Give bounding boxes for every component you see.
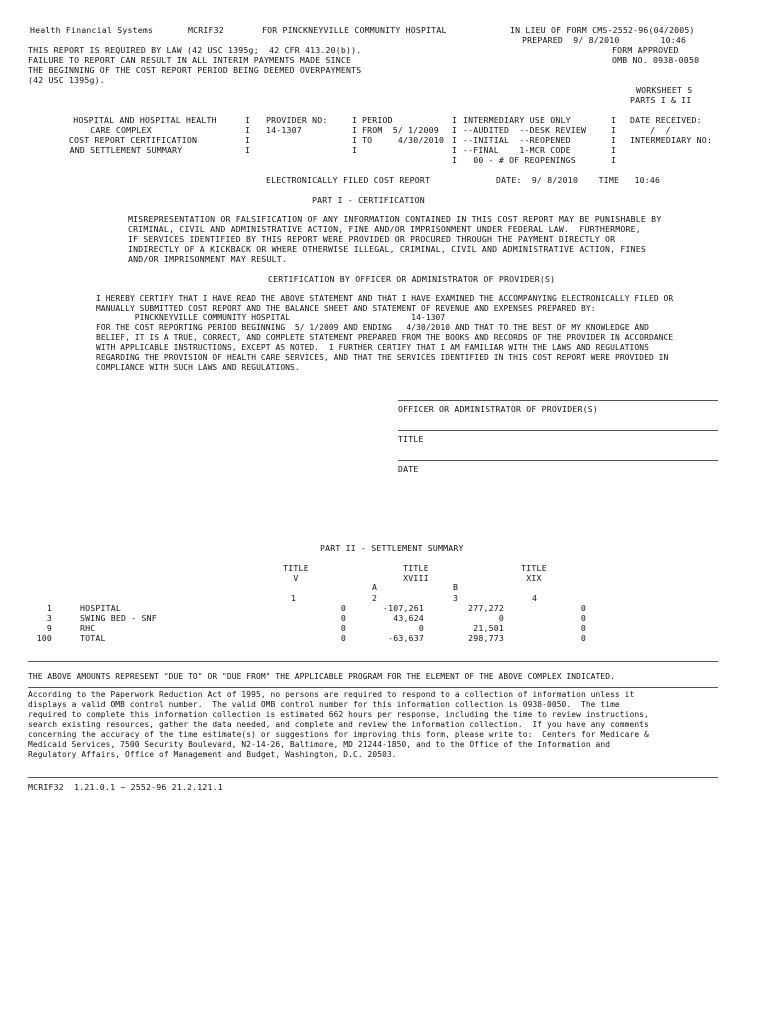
separator: I bbox=[611, 125, 617, 135]
paperwork-line: Medicaid Services, 7500 Security Boulevard, N2-14-26, Baltimore, MD 21244-1850, and to the Office of the Information and bbox=[28, 740, 611, 749]
cert-heading: CERTIFICATION BY OFFICER OR ADMINISTRATOR OF PROVIDER(S) bbox=[268, 274, 556, 284]
in-lieu-of-form: IN LIEU OF FORM CMS-2552-96(04/2005) bbox=[510, 25, 695, 35]
due-to-note: THE ABOVE AMOUNTS REPRESENT "DUE TO" OR "DUE FROM" THE APPLICABLE PROGRAM FOR THE ELEMENT OF THE ABOVE COMPLEX INDICATED. bbox=[28, 672, 615, 681]
intermediary-use-line: --INITIAL --REOPENED bbox=[463, 135, 571, 145]
parts-label: PARTS I & II bbox=[630, 95, 692, 105]
separator: I bbox=[352, 145, 358, 155]
col-b: B bbox=[453, 582, 459, 592]
cert-line: MANUALLY SUBMITTED COST REPORT AND THE BALANCE SHEET AND STATEMENT OF REVENUE AND EXPENSES PREPARED BY: bbox=[96, 304, 596, 313]
paperwork-line: According to the Paperwork Reduction Act of 1995, no persons are required to respond to a collection of information unless it bbox=[28, 690, 635, 699]
report-type-line: HOSPITAL AND HOSPITAL HEALTH bbox=[73, 115, 217, 125]
form-approved: FORM APPROVED bbox=[612, 45, 679, 55]
cell-title-xviii-b: 298,773 bbox=[468, 633, 504, 643]
law-line: THE BEGINNING OF THE COST REPORT PERIOD BEING DEEMED OVERPAYMENTS bbox=[28, 65, 362, 75]
law-line: (42 USC 1395g). bbox=[28, 75, 105, 85]
report-type-line: CARE COMPLEX bbox=[90, 125, 152, 135]
separator: I bbox=[611, 145, 617, 155]
signature-line bbox=[398, 400, 718, 401]
cert-line: COMPLIANCE WITH SUCH LAWS AND REGULATIONS. bbox=[96, 363, 300, 372]
software-name: Health Financial Systems bbox=[30, 25, 154, 35]
intermediary-use-line: 00 - # OF REOPENINGS bbox=[463, 155, 576, 165]
separator: I bbox=[452, 145, 458, 155]
col-title-xviii-roman: XVIII bbox=[403, 573, 429, 583]
col-title-v: TITLE bbox=[283, 563, 309, 573]
period-label: PERIOD bbox=[362, 115, 393, 125]
cell-title-xviii-a: 43,624 bbox=[393, 613, 424, 623]
provider-no-value: 14-1307 bbox=[266, 125, 302, 135]
cell-title-xviii-a: 0 bbox=[418, 623, 424, 633]
cell-title-xix: 0 bbox=[580, 633, 586, 643]
period-to: TO 4/30/2010 bbox=[362, 135, 445, 145]
cell-title-v: 0 bbox=[340, 603, 346, 613]
separator: I bbox=[452, 125, 458, 135]
cert-line: PINCKNEYVILLE COMMUNITY HOSPITAL 14-1307 bbox=[96, 313, 446, 322]
date-received-value: / / bbox=[640, 125, 671, 135]
form-id: MCRIF32 bbox=[188, 25, 224, 35]
paperwork-line: displays a valid OMB control number. The valid OMB control number for this information collection is 0938-0050. The time bbox=[28, 700, 620, 709]
cell-title-xviii-b: 21,501 bbox=[473, 623, 504, 633]
warning-line: MISREPRESENTATION OR FALSIFICATION OF ANY INFORMATION CONTAINED IN THIS COST REPORT MAY BE PUNISHABLE BY bbox=[128, 214, 662, 224]
col-a: A bbox=[372, 582, 378, 592]
row-label: RHC bbox=[80, 623, 96, 633]
cell-title-xix: 0 bbox=[580, 603, 586, 613]
report-type-line: AND SETTLEMENT SUMMARY bbox=[69, 145, 183, 155]
prepared-date: PREPARED 9/ 8/2010 10:46 bbox=[522, 35, 687, 45]
cell-title-xix: 0 bbox=[580, 613, 586, 623]
row-line-number: 100 bbox=[36, 633, 52, 643]
separator: I bbox=[611, 135, 617, 145]
separator: I bbox=[352, 135, 358, 145]
separator: I bbox=[245, 135, 251, 145]
col-num-4: 4 bbox=[532, 593, 538, 603]
separator: I bbox=[611, 115, 617, 125]
paperwork-line: required to complete this information collection is estimated 662 hours per response, including the time to review instructions, bbox=[28, 710, 649, 719]
omb-number: OMB NO. 0938-0050 bbox=[612, 55, 700, 65]
col-num-2: 2 bbox=[372, 593, 378, 603]
period-from: FROM 5/ 1/2009 bbox=[362, 125, 439, 135]
cell-title-xviii-b: 277,272 bbox=[468, 603, 504, 613]
separator: I bbox=[245, 125, 251, 135]
col-title-xix-roman: XIX bbox=[526, 573, 542, 583]
part1-heading: PART I - CERTIFICATION bbox=[312, 195, 425, 205]
provider-no-label: PROVIDER NO: bbox=[266, 115, 328, 125]
divider bbox=[28, 777, 718, 778]
hospital-name: FOR PINCKNEYVILLE COMMUNITY HOSPITAL bbox=[262, 25, 447, 35]
row-line-number: 1 bbox=[46, 603, 52, 613]
warning-line: AND/OR IMPRISONMENT MAY RESULT. bbox=[128, 254, 288, 264]
cell-title-v: 0 bbox=[340, 633, 346, 643]
divider bbox=[28, 661, 718, 662]
separator: I bbox=[245, 115, 251, 125]
cert-line: FOR THE COST REPORTING PERIOD BEGINNING 5/ 1/2009 AND ENDING 4/30/2010 AND THAT TO THE BEST OF MY KNOWLEDGE AND bbox=[96, 323, 649, 332]
cell-title-xviii-a: -107,261 bbox=[382, 603, 424, 613]
row-label: HOSPITAL bbox=[80, 603, 122, 613]
law-line: THIS REPORT IS REQUIRED BY LAW (42 USC 1395g; 42 CFR 413.20(b)). bbox=[28, 45, 362, 55]
separator: I bbox=[611, 155, 617, 165]
date-received-label: DATE RECEIVED: bbox=[630, 115, 702, 125]
separator: I bbox=[245, 145, 251, 155]
cert-line: REGARDING THE PROVISION OF HEALTH CARE SERVICES, AND THAT THE SERVICES IDENTIFIED IN THIS COST REPORT WERE PROVIDED IN bbox=[96, 353, 669, 362]
intermediary-use-label: INTERMEDIARY USE ONLY bbox=[463, 115, 571, 125]
separator: I bbox=[452, 115, 458, 125]
paperwork-line: search existing resources, gather the data needed, and complete and review the information collection. If you have any comments bbox=[28, 720, 649, 729]
intermediary-no-label: INTERMEDIARY NO: bbox=[630, 135, 713, 145]
cert-line: BELIEF, IT IS A TRUE, CORRECT, AND COMPLETE STATEMENT PREPARED FROM THE BOOKS AND RECORDS OF THE PROVIDER IN ACCORDANCE bbox=[96, 333, 674, 342]
sig-officer-label: OFFICER OR ADMINISTRATOR OF PROVIDER(S) bbox=[398, 404, 599, 414]
law-line: FAILURE TO REPORT CAN RESULT IN ALL INTERIM PAYMENTS MADE SINCE bbox=[28, 55, 352, 65]
sig-date-label: DATE bbox=[398, 464, 419, 474]
date-line bbox=[398, 460, 718, 461]
cert-line: I HEREBY CERTIFY THAT I HAVE READ THE ABOVE STATEMENT AND THAT I HAVE EXAMINED THE ACCOMPANYING ELECTRONICALLY FILED OR bbox=[96, 294, 674, 303]
cell-title-xviii-a: -63,637 bbox=[388, 633, 424, 643]
intermediary-use-line: --AUDITED --DESK REVIEW bbox=[463, 125, 587, 135]
worksheet-label: WORKSHEET S bbox=[636, 85, 693, 95]
cell-title-v: 0 bbox=[340, 613, 346, 623]
part2-heading: PART II - SETTLEMENT SUMMARY bbox=[320, 543, 464, 553]
separator: I bbox=[452, 135, 458, 145]
paperwork-line: Regulatory Affairs, Office of Management and Budget, Washington, D.C. 20503. bbox=[28, 750, 397, 759]
col-num-1: 1 bbox=[291, 593, 297, 603]
efiled-date-time: DATE: 9/ 8/2010 TIME 10:46 bbox=[496, 175, 661, 185]
separator: I bbox=[352, 125, 358, 135]
cell-title-xviii-b: 0 bbox=[498, 613, 504, 623]
paperwork-line: concerning the accuracy of the time estimate(s) or suggestions for improving this form, please write to: Centers for Medicare & bbox=[28, 730, 649, 739]
warning-line: IF SERVICES IDENTIFIED BY THIS REPORT WERE PROVIDED OR PROCURED THROUGH THE PAYMENT DIRECTLY OR bbox=[128, 234, 616, 244]
col-title-xix: TITLE bbox=[521, 563, 547, 573]
cell-title-xix: 0 bbox=[580, 623, 586, 633]
row-line-number: 9 bbox=[46, 623, 52, 633]
col-num-3: 3 bbox=[453, 593, 459, 603]
report-type-line: COST REPORT CERTIFICATION bbox=[68, 135, 198, 145]
title-line bbox=[398, 430, 718, 431]
row-label: SWING BED - SNF bbox=[80, 613, 157, 623]
row-line-number: 3 bbox=[46, 613, 52, 623]
cert-line: WITH APPLICABLE INSTRUCTIONS, EXCEPT AS NOTED. I FURTHER CERTIFY THAT I AM FAMILIAR WITH THE LAWS AND REGULATIONS bbox=[96, 343, 649, 352]
col-title-v-roman: V bbox=[293, 573, 299, 583]
sig-title-label: TITLE bbox=[398, 434, 424, 444]
warning-line: CRIMINAL, CIVIL AND ADMINISTRATIVE ACTION, FINE AND/OR IMPRISONMENT UNDER FEDERAL LAW. FURTHERMORE, bbox=[128, 224, 641, 234]
cell-title-v: 0 bbox=[340, 623, 346, 633]
intermediary-use-line: --FINAL 1-MCR CODE bbox=[463, 145, 571, 155]
separator: I bbox=[452, 155, 458, 165]
efiled-label: ELECTRONICALLY FILED COST REPORT bbox=[266, 175, 431, 185]
col-title-xviii: TITLE bbox=[403, 563, 429, 573]
divider bbox=[28, 687, 718, 688]
row-label: TOTAL bbox=[80, 633, 106, 643]
footer-version: MCRIF32 1.21.0.1 ~ 2552-96 21.2.121.1 bbox=[28, 782, 223, 792]
separator: I bbox=[352, 115, 358, 125]
warning-line: INDIRECTLY OF A KICKBACK OR WHERE OTHERWISE ILLEGAL, CRIMINAL, CIVIL AND ADMINISTRATIVE ACTION, FINES bbox=[128, 244, 647, 254]
